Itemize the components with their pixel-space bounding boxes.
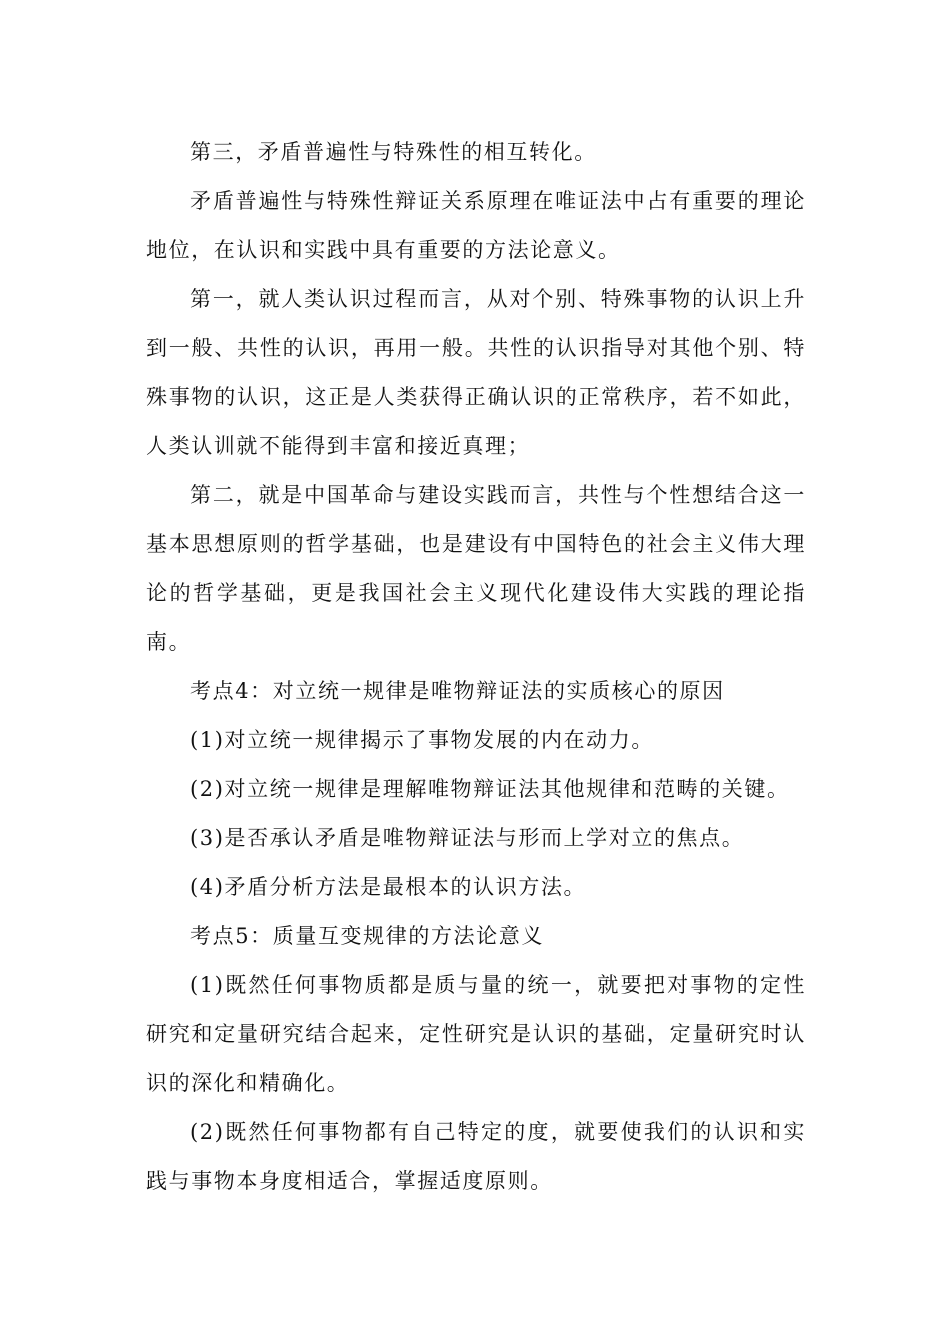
list-item: (1)既然任何事物质都是质与量的统一，就要把对事物的定性研究和定量研究结合起来，定性研究是认识的基础，定量研究时认识的深化和精确化。 — [146, 973, 806, 1095]
paragraph: 第二，就是中国革命与建设实践而言，共性与个性想结合这一基本思想原则的哲学基础，也是建设有中国特色的社会主义伟大理论的哲学基础，更是我国社会主义现代化建设伟大实践的理论指南。 — [146, 483, 806, 654]
list-item: (2)既然任何事物都有自己特定的度，就要使我们的认识和实践与事物本身度相适合，掌握适度原则。 — [146, 1120, 806, 1193]
paragraph: 第一，就人类认识过程而言，从对个别、特殊事物的认识上升到一般、共性的认识，再用一般。共性的认识指导对其他个别、特殊事物的认识，这正是人类获得正确认识的正常秩序，若不如此，人类认训就不能得到丰富和接近真理； — [146, 287, 806, 458]
section-heading-kaodian-4: 考点4：对立统一规律是唯物辩证法的实质核心的原因 — [190, 679, 725, 703]
list-item: (1)对立统一规律揭示了事物发展的内在动力。 — [190, 728, 654, 752]
list-item: (2)对立统一规律是理解唯物辩证法其他规律和范畴的关键。 — [190, 777, 790, 801]
paragraph: 矛盾普遍性与特殊性辩证关系原理在唯证法中占有重要的理论地位，在认识和实践中具有重要的方法论意义。 — [146, 189, 806, 262]
list-item: (3)是否承认矛盾是唯物辩证法与形而上学对立的焦点。 — [190, 826, 745, 850]
section-heading-kaodian-5: 考点5：质量互变规律的方法论意义 — [190, 924, 544, 948]
document-body — [146, 128, 806, 1206]
list-item: (4)矛盾分析方法是最根本的认识方法。 — [190, 875, 587, 899]
paragraph: 第三，矛盾普遍性与特殊性的相互转化。 — [190, 140, 597, 164]
